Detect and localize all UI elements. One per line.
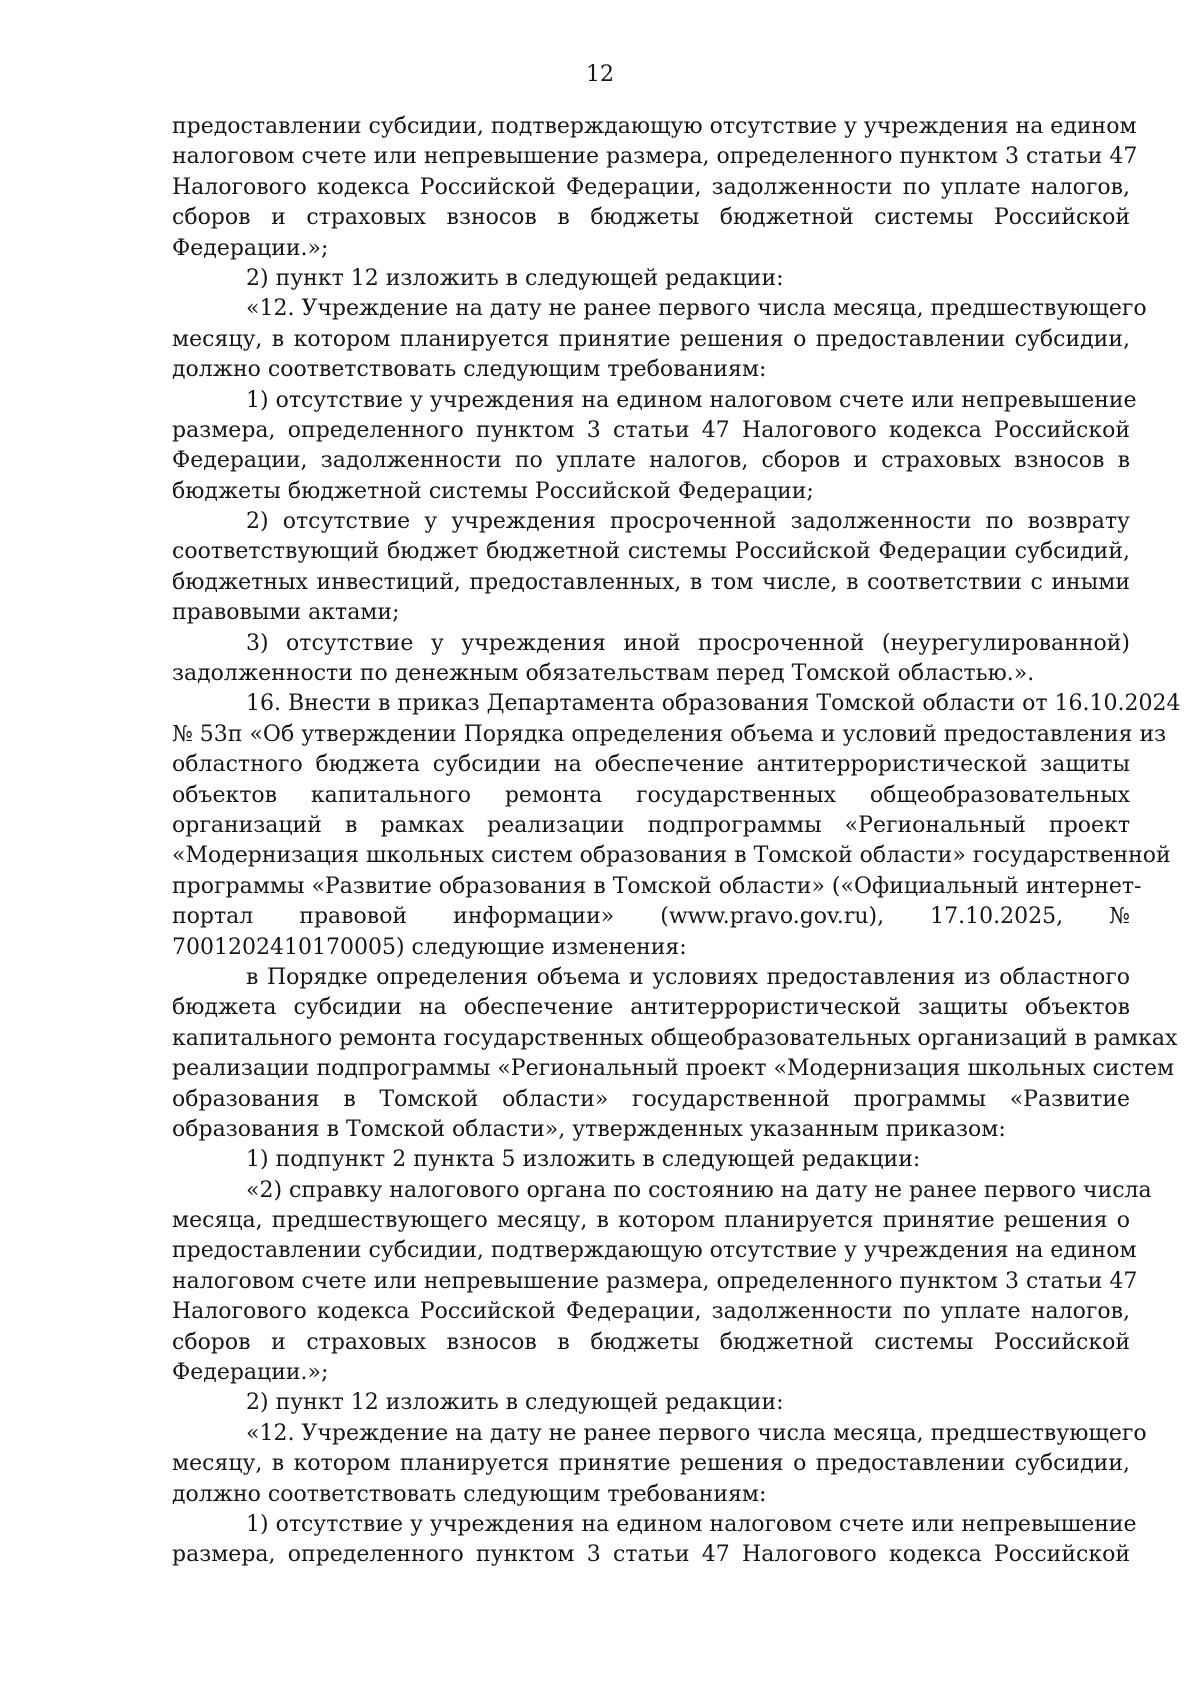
text-line: образования в Томской области», утвержденных указанным приказом: [172,1116,1006,1142]
text-line: 7001202410170005) следующие изменения: [172,934,687,960]
text-line: правовыми актами; [172,600,400,626]
text-line: сборов и страховых взносов в бюджеты бюджетной системы Российской [172,205,1130,231]
text-line: месяцу, в котором планируется принятие решения о предоставлении субсидии, [172,1451,1130,1477]
text-line: «12. Учреждение на дату не ранее первого числа месяца, предшествующего [246,296,1147,322]
text-line: Федерации.»; [172,235,329,261]
text-line: Налогового кодекса Российской Федерации, задолженности по уплате налогов, [172,174,1130,200]
text-line: 2) пункт 12 изложить в следующей редакции: [246,265,784,291]
text-line: размера, определенного пунктом 3 статьи 47 Налогового кодекса Российской [172,417,1130,443]
text-line: 1) отсутствие у учреждения на едином налоговом счете или непревышение [246,1511,1137,1537]
text-line: Налогового кодекса Российской Федерации, задолженности по уплате налогов, [172,1299,1130,1325]
text-line: 2) пункт 12 изложить в следующей редакции: [246,1390,784,1416]
text-line: задолженности по денежным обязательствам перед Томской областью.». [172,661,1035,687]
text-line: бюджета субсидии на обеспечение антитеррористической защиты объектов [172,995,1130,1021]
text-line: размера, определенного пунктом 3 статьи 47 Налогового кодекса Российской [172,1542,1130,1568]
text-line: предоставлении субсидии, подтверждающую отсутствие у учреждения на едином [172,1238,1137,1264]
text-line: объектов капитального ремонта государственных общеобразовательных [172,782,1130,808]
text-line: должно соответствовать следующим требованиям: [172,357,767,383]
text-line: № 53п «Об утверждении Порядка определения объема и условий предоставления из [172,721,1167,747]
text-line: сборов и страховых взносов в бюджеты бюджетной системы Российской [172,1329,1130,1355]
page-number: 12 [586,62,614,87]
text-line: 3) отсутствие у учреждения иной просроченной (неурегулированной) [246,630,1130,656]
text-line: областного бюджета субсидии на обеспечение антитеррористической защиты [172,752,1130,778]
text-line: образования в Томской области» государственной программы «Развитие [172,1086,1130,1112]
text-line: Федерации.»; [172,1360,329,1386]
text-line: 2) отсутствие у учреждения просроченной задолженности по возврату [246,509,1130,535]
text-line: предоставлении субсидии, подтверждающую отсутствие у учреждения на едином [172,114,1137,139]
text-line: программы «Развитие образования в Томской области» («Официальный интернет- [172,873,1142,899]
text-line: 1) отсутствие у учреждения на едином налоговом счете или непревышение [246,387,1137,413]
text-line: бюджетных инвестиций, предоставленных, в том числе, в соответствии с иными [172,569,1130,595]
text-line: месяца, предшествующего месяцу, в котором планируется принятие решения о [172,1208,1130,1234]
text-line: соответствующий бюджет бюджетной системы Российской Федерации субсидий, [172,539,1130,565]
text-line: «Модернизация школьных систем образования в Томской области» государственной [172,843,1171,869]
text-line: «12. Учреждение на дату не ранее первого числа месяца, предшествующего [246,1420,1147,1446]
text-line: 16. Внести в приказ Департамента образования Томской области от 16.10.2024 [246,691,1181,717]
text-line: налоговом счете или непревышение размера, определенного пунктом 3 статьи 47 [172,144,1138,170]
text-line: капитального ремонта государственных общеобразовательных организаций в рамках [172,1025,1178,1051]
text-line: налоговом счете или непревышение размера, определенного пунктом 3 статьи 47 [172,1268,1138,1294]
text-line: месяцу, в котором планируется принятие решения о предоставлении субсидии, [172,326,1130,352]
text-line: 1) подпункт 2 пункта 5 изложить в следующей редакции: [246,1147,921,1173]
text-line: «2) справку налогового органа по состоянию на дату не ранее первого числа [246,1177,1152,1203]
text-line: портал правовой информации» (www.pravo.gov.ru), 17.10.2025, № [172,904,1130,930]
text-line: реализации подпрограммы «Региональный проект «Модернизация школьных систем [172,1056,1175,1082]
text-line: должно соответствовать следующим требованиям: [172,1481,767,1507]
document-body [172,112,1181,1571]
text-line: организаций в рамках реализации подпрограммы «Региональный проект [172,812,1130,838]
text-line: Федерации, задолженности по уплате налогов, сборов и страховых взносов в [172,448,1130,474]
text-line: бюджеты бюджетной системы Российской Федерации; [172,478,814,504]
text-line: в Порядке определения объема и условиях предоставления из областного [246,964,1130,990]
